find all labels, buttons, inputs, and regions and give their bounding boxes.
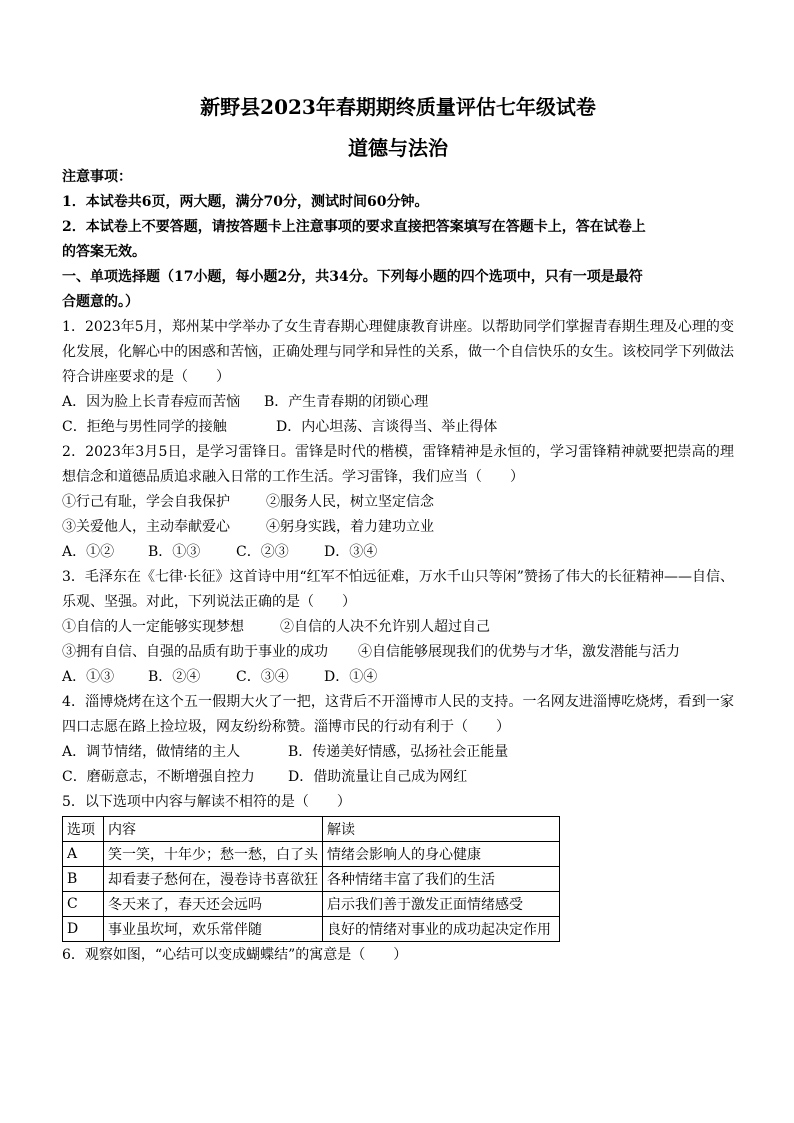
question-3-statement-1: ①自信的人一定能够实现梦想 — [62, 619, 244, 635]
table-header-cell: 内容 — [104, 817, 323, 842]
table-cell: 良好的情绪对事业的成功起决定作用 — [323, 917, 560, 942]
question-3-option-a: A．①③ — [62, 669, 115, 685]
question-3-option-d: D．①④ — [324, 669, 378, 685]
table-cell: A — [63, 842, 104, 867]
question-4-stem: 4．淄博烧烤在这个五一假期大火了一把，这背后不开淄博市人民的支持。一名网友进淄博吃烧烤，看到一家四口志愿在路上捡垃圾，网友纷纷称赞。淄博市民的行动有利于（ ） — [62, 694, 734, 735]
question-6-stem: 6．观察如图，“心结可以变成蝴蝶结”的寓意是（ ） — [62, 947, 408, 963]
question-2-statements-row-2 — [62, 515, 734, 540]
question-2-statement-4: ④躬身实践，着力建功立业 — [266, 519, 434, 535]
question-4-option-c: C．磨砺意志，不断增强自控力 — [62, 769, 255, 785]
table-cell: 事业虽坎坷，欢乐常伴随 — [104, 917, 323, 942]
table-cell: D — [63, 917, 104, 942]
notice-item-2-line-2: 的答案无效。 — [62, 244, 146, 260]
table-cell: 笑一笑，十年少；愁一愁，白了头 — [104, 842, 323, 867]
question-3-options — [62, 665, 734, 690]
notice-item-2-line-1: 2．本试卷上不要答题，请按答题卡上注意事项的要求直接把答案填写在答题卡上，答在试卷上 — [62, 219, 646, 235]
exam-page — [62, 92, 734, 968]
question-2-options — [62, 540, 734, 565]
table-cell: 却看妻子愁何在，漫卷诗书喜欲狂 — [104, 867, 323, 892]
question-3-statement-4: ④自信能够展现我们的优势与才华，激发潜能与活力 — [358, 644, 680, 660]
question-4-option-d: D．借助流量让自己成为网红 — [288, 769, 468, 785]
table-header-cell: 解读 — [323, 817, 560, 842]
question-4-options-row-2 — [62, 765, 734, 790]
table-cell: 情绪会影响人的身心健康 — [323, 842, 560, 867]
question-2-statement-2: ②服务人民，树立坚定信念 — [266, 494, 434, 510]
question-1-option-b: B．产生青春期的闭锁心理 — [264, 394, 429, 410]
notice-heading: 注意事项： — [62, 169, 132, 185]
table-cell: 启示我们善于激发正面情绪感受 — [323, 892, 560, 917]
table-row — [63, 917, 560, 942]
question-2-option-a: A．①② — [62, 544, 115, 560]
question-3-statement-3: ③拥有自信、自强的品质有助于事业的成功 — [62, 644, 328, 660]
question-5-table — [62, 816, 560, 942]
section-1-heading-line-2: 合题意的。） — [62, 294, 139, 310]
table-row — [63, 867, 560, 892]
question-2-option-b: B．①③ — [148, 544, 201, 560]
question-1-option-a: A．因为脸上长青春痘而苦恼 — [62, 394, 241, 410]
question-1-option-c: C．拒绝与男性同学的接触 — [62, 419, 227, 435]
table-row — [63, 842, 560, 867]
question-4-option-b: B．传递美好情感，弘扬社会正能量 — [288, 744, 509, 760]
table-cell: 冬天来了，春天还会远吗 — [104, 892, 323, 917]
subject-title: 道德与法治 — [348, 136, 448, 160]
question-1-options-row-2 — [62, 415, 734, 440]
question-3-option-c: C．③④ — [236, 669, 289, 685]
question-3-stem: 3．毛泽东在《七律·长征》这首诗中用“红军不怕远征难，万水千山只等闲”赞扬了伟大的长征精神——自信、乐观、坚强。对此，下列说法正确的是（ ） — [62, 569, 734, 610]
question-1-options-row-1 — [62, 390, 734, 415]
question-2-stem: 2．2023年3月5日，是学习雷锋日。雷锋是时代的楷模，雷锋精神是永恒的，学习雷锋精神就要把崇高的理想信念和道德品质追求融入日常的工作生活。学习雷锋，我们应当（ ） — [62, 444, 734, 485]
question-3-option-b: B．②④ — [148, 669, 201, 685]
notice-item-1: 1．本试卷共6页，两大题，满分70分，测试时间60分钟。 — [62, 194, 429, 210]
table-cell: B — [63, 867, 104, 892]
question-2-option-d: D．③④ — [324, 544, 378, 560]
table-header-row — [63, 817, 560, 842]
question-2-statement-1: ①行己有耻，学会自我保护 — [62, 494, 230, 510]
question-3-statements-row-1 — [62, 615, 734, 640]
question-4-option-a: A．调节情绪，做情绪的主人 — [62, 744, 241, 760]
table-header-cell: 选项 — [63, 817, 104, 842]
question-4-options-row-1 — [62, 740, 734, 765]
question-1-option-d: D．内心坦荡、言谈得当、举止得体 — [276, 419, 498, 435]
section-1-heading-line-1: 一、单项选择题（17小题，每小题2分，共34分。下列每小题的四个选项中，只有一项是最符 — [62, 269, 643, 285]
table-row — [63, 892, 560, 917]
exam-title: 新野县2023年春期期终质量评估七年级试卷 — [200, 95, 596, 119]
question-5-stem: 5．以下选项中内容与解读不相符的是（ ） — [62, 794, 351, 810]
question-1-stem: 1．2023年5月，郑州某中学举办了女生青春期心理健康教育讲座。以帮助同学们掌握青春期生理及心理的变化发展，化解心中的困惑和苦恼，正确处理与同学和异性的关系，做一个自信快乐的女生。该校同学下列做法符合讲座要求的是（ ） — [62, 319, 734, 385]
question-3-statement-2: ②自信的人决不允许别人超过自己 — [280, 619, 490, 635]
table-cell: C — [63, 892, 104, 917]
question-2-statements-row-1 — [62, 490, 734, 515]
question-2-statement-3: ③关爱他人，主动奉献爱心 — [62, 519, 230, 535]
question-3-statements-row-2 — [62, 640, 734, 665]
table-cell: 各种情绪丰富了我们的生活 — [323, 867, 560, 892]
question-2-option-c: C．②③ — [236, 544, 289, 560]
